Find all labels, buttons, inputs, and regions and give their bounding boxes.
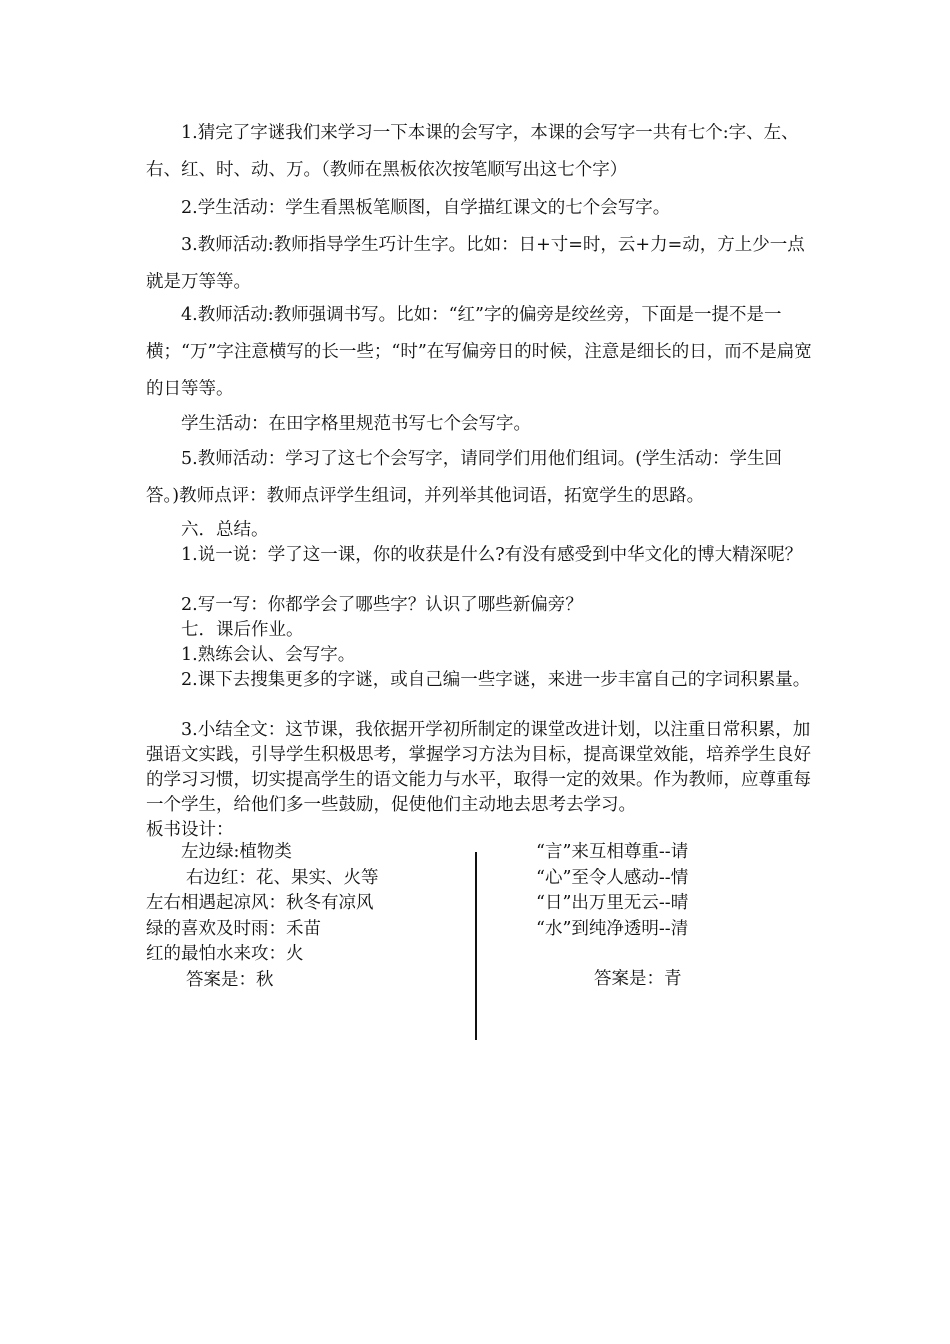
board-left-line: 左右相遇起凉风：秋冬有凉风 — [146, 893, 374, 913]
paragraph-4: 4.教师活动:教师强调书写。比如：“红”字的偏旁是绞丝旁，下面是一提不是一横；“万”字注意横写的长一些；“时”在写偏旁日的时候，注意是细长的日，而不是扁宽的日等等。 — [146, 305, 812, 399]
paragraph-3: 3.教师活动:教师指导学生巧计生字。比如：日+寸=时，云+力=动，方上少一点就是万等等。 — [146, 235, 805, 292]
paragraph-1: 1.猜完了字谜我们来学习一下本课的会写字，本课的会写字一共有七个:字、左、右、红、时、动、万。（教师在黑板依次按笔顺写出这七个字） — [146, 123, 799, 180]
board-divider — [475, 852, 477, 1040]
homework-item-2: 2.课下去搜集更多的字谜，或自己编一些字谜，来进一步丰富自己的字词积累量。 — [181, 670, 811, 690]
summary-item-1: 1.说一说：学了这一课，你的收获是什么?有没有感受到中华文化的博大精深呢？ — [181, 545, 803, 565]
paragraph-6: 5.教师活动：学习了这七个会写字，请同学们用他们组词。(学生活动：学生回答。)教师点评：教师点评学生组词，并列举其他词语，拓宽学生的思路。 — [146, 449, 783, 506]
homework-item-3: 3.小结全文：这节课，我依据开学初所制定的课堂改进计划，以注重日常积累，加强语文实践，引导学生积极思考，掌握学习方法为目标，提高课堂效能，培养学生良好的学习习惯，切实提高学生的语文能力与水平，取得一定的效果。作为教师，应尊重每一个学生，给他们多一些鼓励，促使他们主动地去思考去学习。 — [146, 720, 811, 815]
board-left-answer: 答案是：秋 — [186, 969, 274, 990]
board-right-answer: 答案是：青 — [594, 969, 682, 989]
board-right-line: “日”出万里无云--晴 — [536, 893, 689, 913]
board-left-line: 红的最怕水来攻：火 — [146, 944, 304, 964]
board-right-line: “心”至令人感动--情 — [536, 867, 689, 888]
board-left-line: 绿的喜欢及时雨：禾苗 — [146, 918, 321, 939]
paragraph-2: 2.学生活动：学生看黑板笔顺图，自学描红课文的七个会写字。 — [181, 198, 671, 218]
summary-item-2: 2.写一写：你都学会了哪些字？认识了哪些新偏旁？ — [181, 595, 583, 615]
board-right-line: “水”到纯净透明--清 — [536, 918, 689, 939]
section-summary-heading: 六．总结。 — [181, 520, 269, 540]
paragraph-5: 学生活动：在田字格里规范书写七个会写字。 — [181, 414, 531, 434]
board-right-line: “言”来互相尊重--请 — [536, 842, 689, 862]
homework-item-1: 1.熟练会认、会写字。 — [181, 645, 356, 665]
board-left-line: 左边绿:植物类 — [181, 842, 292, 862]
section-homework-heading: 七．课后作业。 — [181, 620, 304, 640]
board-left-column — [146, 840, 466, 993]
board-left-line: 右边红：花、果实、火等 — [186, 867, 379, 888]
board-design-heading: 板书设计： — [146, 820, 234, 840]
board-right-column — [536, 840, 836, 993]
